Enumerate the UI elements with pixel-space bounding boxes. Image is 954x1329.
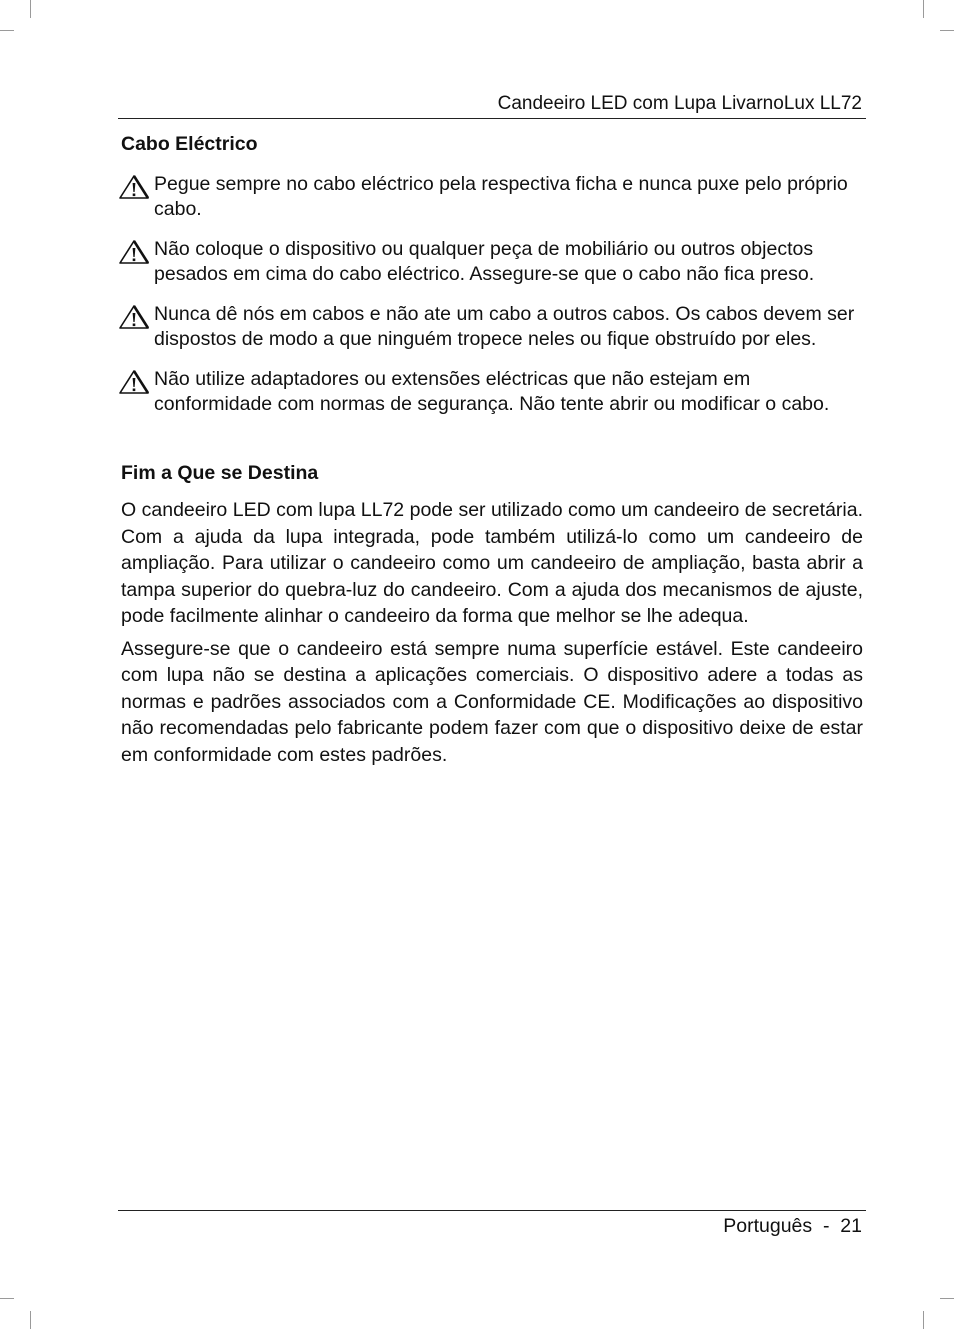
page-content — [121, 132, 863, 768]
warning-item — [121, 237, 863, 286]
page-header-title: Candeeiro LED com Lupa LivarnoLux LL72 — [497, 93, 862, 114]
section-heading-purpose: Fim a Que se Destina — [121, 462, 319, 484]
section-heading-cable: Cabo Eléctrico — [121, 133, 258, 155]
warning-triangle-icon — [119, 240, 149, 264]
crop-mark — [0, 30, 14, 31]
warning-item — [121, 172, 863, 221]
page-number: Português - 21 — [723, 1215, 862, 1237]
body-paragraph: O candeeiro LED com lupa LL72 pode ser utilizado como um candeeiro de secretária. Com a ajuda da lupa integrada, pode também utilizá-lo como um candeeiro de ampliação. Para utilizar o candeeiro como um candeeiro de ampliação, basta abrir a tampa superior do quebra-luz do candeeiro. Com a ajuda dos mecanismos de ajuste, pode facilmente alinhar o candeeiro da forma que melhor se lhe adequa. — [121, 499, 863, 627]
page-footer — [118, 1210, 866, 1237]
crop-mark — [923, 0, 924, 18]
warning-text: Não coloque o dispositivo ou qualquer peça de mobiliário ou outros objectos pesados em cima do cabo eléctrico. Assegure-se que o cabo não fica preso. — [154, 238, 815, 285]
warning-triangle-icon — [119, 175, 149, 199]
crop-mark — [30, 1311, 31, 1329]
warning-list — [121, 172, 863, 416]
section-purpose — [121, 461, 863, 768]
crop-mark — [923, 1311, 924, 1329]
crop-mark — [940, 1298, 954, 1299]
warning-item — [121, 367, 863, 416]
warning-triangle-icon — [119, 370, 149, 394]
warning-item — [121, 302, 863, 351]
crop-mark — [940, 30, 954, 31]
warning-text: Pegue sempre no cabo eléctrico pela respectiva ficha e nunca puxe pelo próprio cabo. — [154, 173, 848, 220]
crop-mark — [30, 0, 31, 18]
crop-mark — [0, 1298, 14, 1299]
warning-triangle-icon — [119, 305, 149, 329]
page-header — [118, 92, 866, 119]
warning-text: Nunca dê nós em cabos e não ate um cabo a outros cabos. Os cabos devem ser dispostos de modo a que ninguém tropece neles ou fique obstruído por eles. — [154, 303, 855, 350]
body-paragraph: Assegure-se que o candeeiro está sempre numa superfície estável. Este candeeiro com lupa não se destina a aplicações comerciais. O dispositivo adere a todas as normas e padrões associados com a Conformidade CE. Modificações ao dispositivo não recomendadas pelo fabricante podem fazer com que o dispositivo deixe de estar em conformidade com estes padrões. — [121, 637, 863, 766]
warning-text: Não utilize adaptadores ou extensões eléctricas que não estejam em conformidade com normas de segurança. Não tente abrir ou modificar o cabo. — [154, 368, 830, 415]
